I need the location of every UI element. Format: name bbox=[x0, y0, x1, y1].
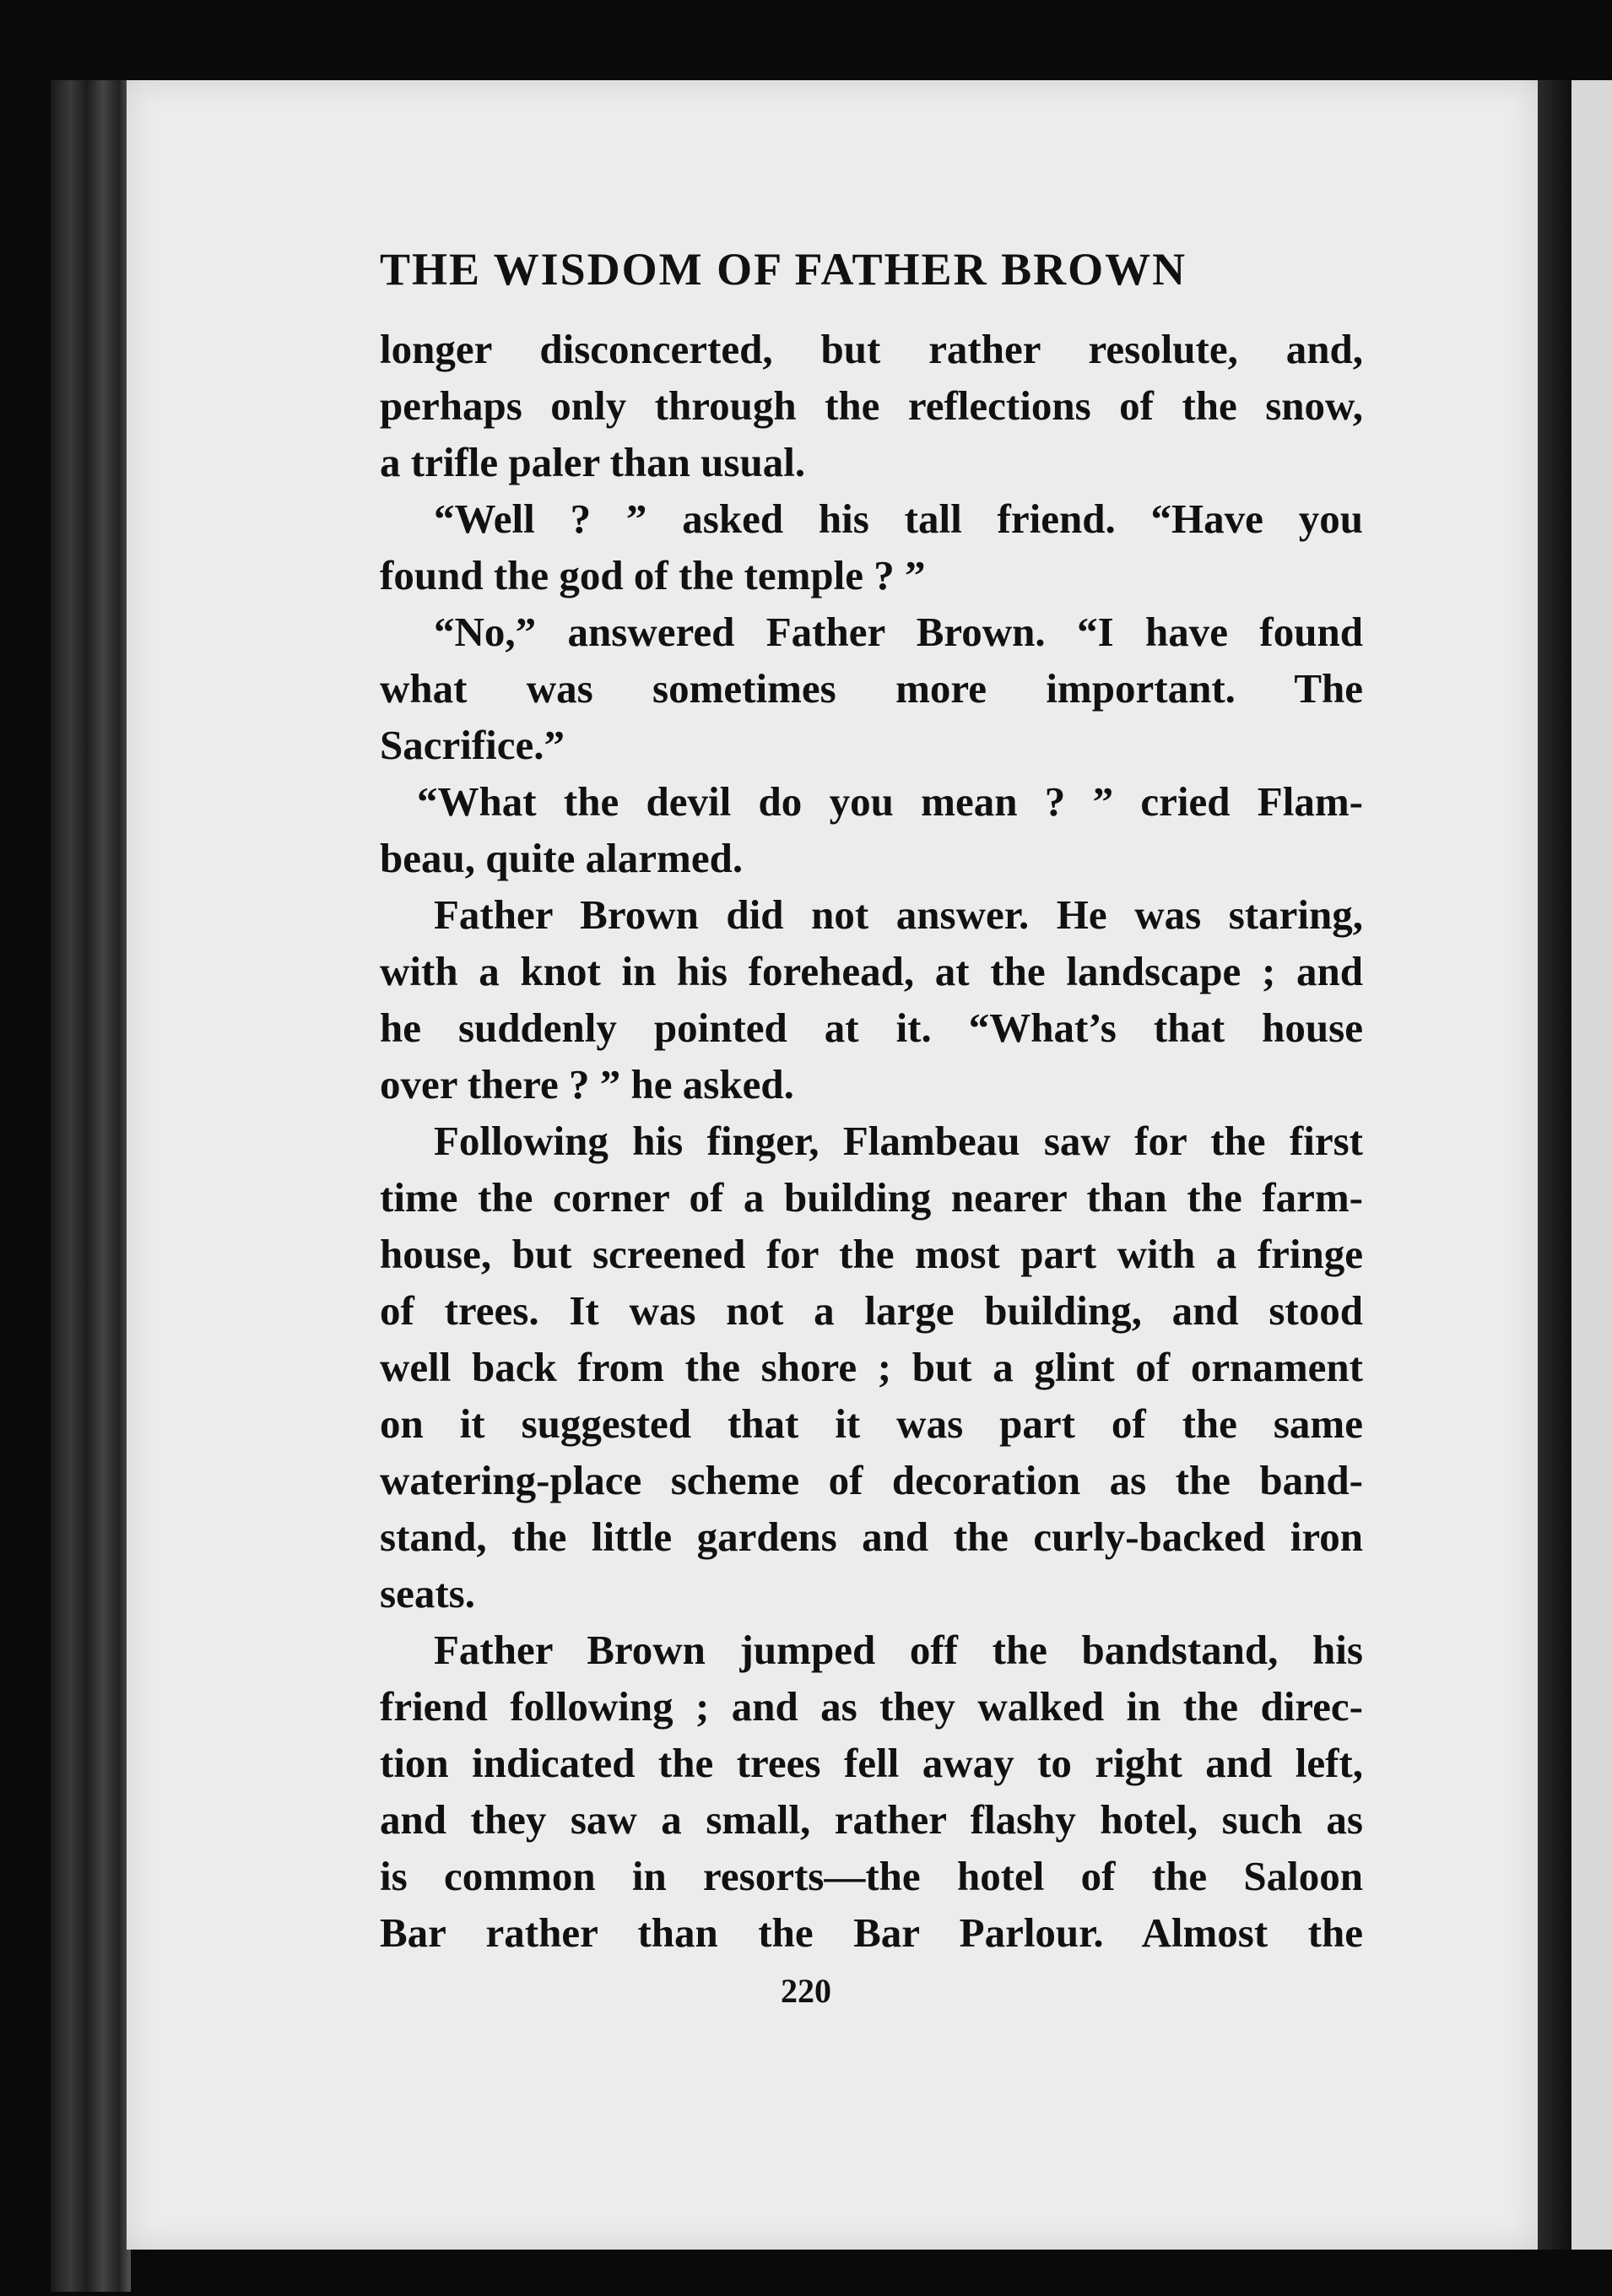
text-line: perhaps only through the reflections of the snow, bbox=[380, 382, 1363, 429]
text-line: beau, quite alarmed. bbox=[380, 835, 744, 881]
text-line: house, but screened for the most part with a fringe bbox=[380, 1231, 1363, 1277]
text-line: he suddenly pointed at it. “What’s that house bbox=[380, 1004, 1363, 1051]
text-line: “No,” answered Father Brown. “I have found bbox=[434, 609, 1363, 655]
text-line: on it suggested that it was part of the same bbox=[380, 1400, 1363, 1447]
text-line: time the corner of a building nearer than the farm- bbox=[380, 1174, 1363, 1221]
text-line: with a knot in his forehead, at the landscape ; and bbox=[380, 948, 1363, 994]
text-line: what was sometimes more important. The bbox=[380, 665, 1363, 712]
running-head: THE WISDOM OF FATHER BROWN bbox=[380, 244, 1187, 295]
text-line: over there ? ” he asked. bbox=[380, 1061, 794, 1107]
book-fore-edge bbox=[51, 80, 131, 2292]
body-text bbox=[380, 321, 1363, 1961]
facing-page-edge bbox=[1571, 80, 1612, 2250]
text-line: found the god of the temple ? ” bbox=[380, 552, 926, 598]
text-line: longer disconcerted, but rather resolute, and, bbox=[380, 326, 1363, 372]
page-gutter bbox=[1538, 80, 1571, 2250]
text-line: a trifle paler than usual. bbox=[380, 439, 806, 485]
text-line: Father Brown jumped off the bandstand, his bbox=[434, 1627, 1363, 1673]
text-line: friend following ; and as they walked in the direc- bbox=[380, 1683, 1363, 1730]
page-number: 220 bbox=[781, 1972, 831, 2010]
text-line: well back from the shore ; but a glint of ornament bbox=[380, 1344, 1363, 1390]
text-line: “Well ? ” asked his tall friend. “Have you bbox=[434, 495, 1363, 542]
text-line: Sacrifice.” bbox=[380, 722, 565, 768]
text-line: and they saw a small, rather flashy hotel, such as bbox=[380, 1796, 1363, 1843]
text-line: Following his finger, Flambeau saw for the first bbox=[434, 1118, 1363, 1164]
text-line: tion indicated the trees fell away to right and left, bbox=[380, 1740, 1363, 1786]
text-line: seats. bbox=[380, 1570, 475, 1616]
text-line: is common in resorts—the hotel of the Saloon bbox=[380, 1853, 1363, 1899]
text-line: Father Brown did not answer. He was staring, bbox=[434, 891, 1363, 938]
text-line: watering-place scheme of decoration as the band- bbox=[380, 1457, 1363, 1503]
text-line: stand, the little gardens and the curly-backed iron bbox=[380, 1514, 1363, 1560]
text-line: of trees. It was not a large building, and stood bbox=[380, 1287, 1363, 1334]
text-line: Bar rather than the Bar Parlour. Almost the bbox=[380, 1909, 1363, 1956]
text-line: “What the devil do you mean ? ” cried Flam- bbox=[417, 778, 1363, 825]
